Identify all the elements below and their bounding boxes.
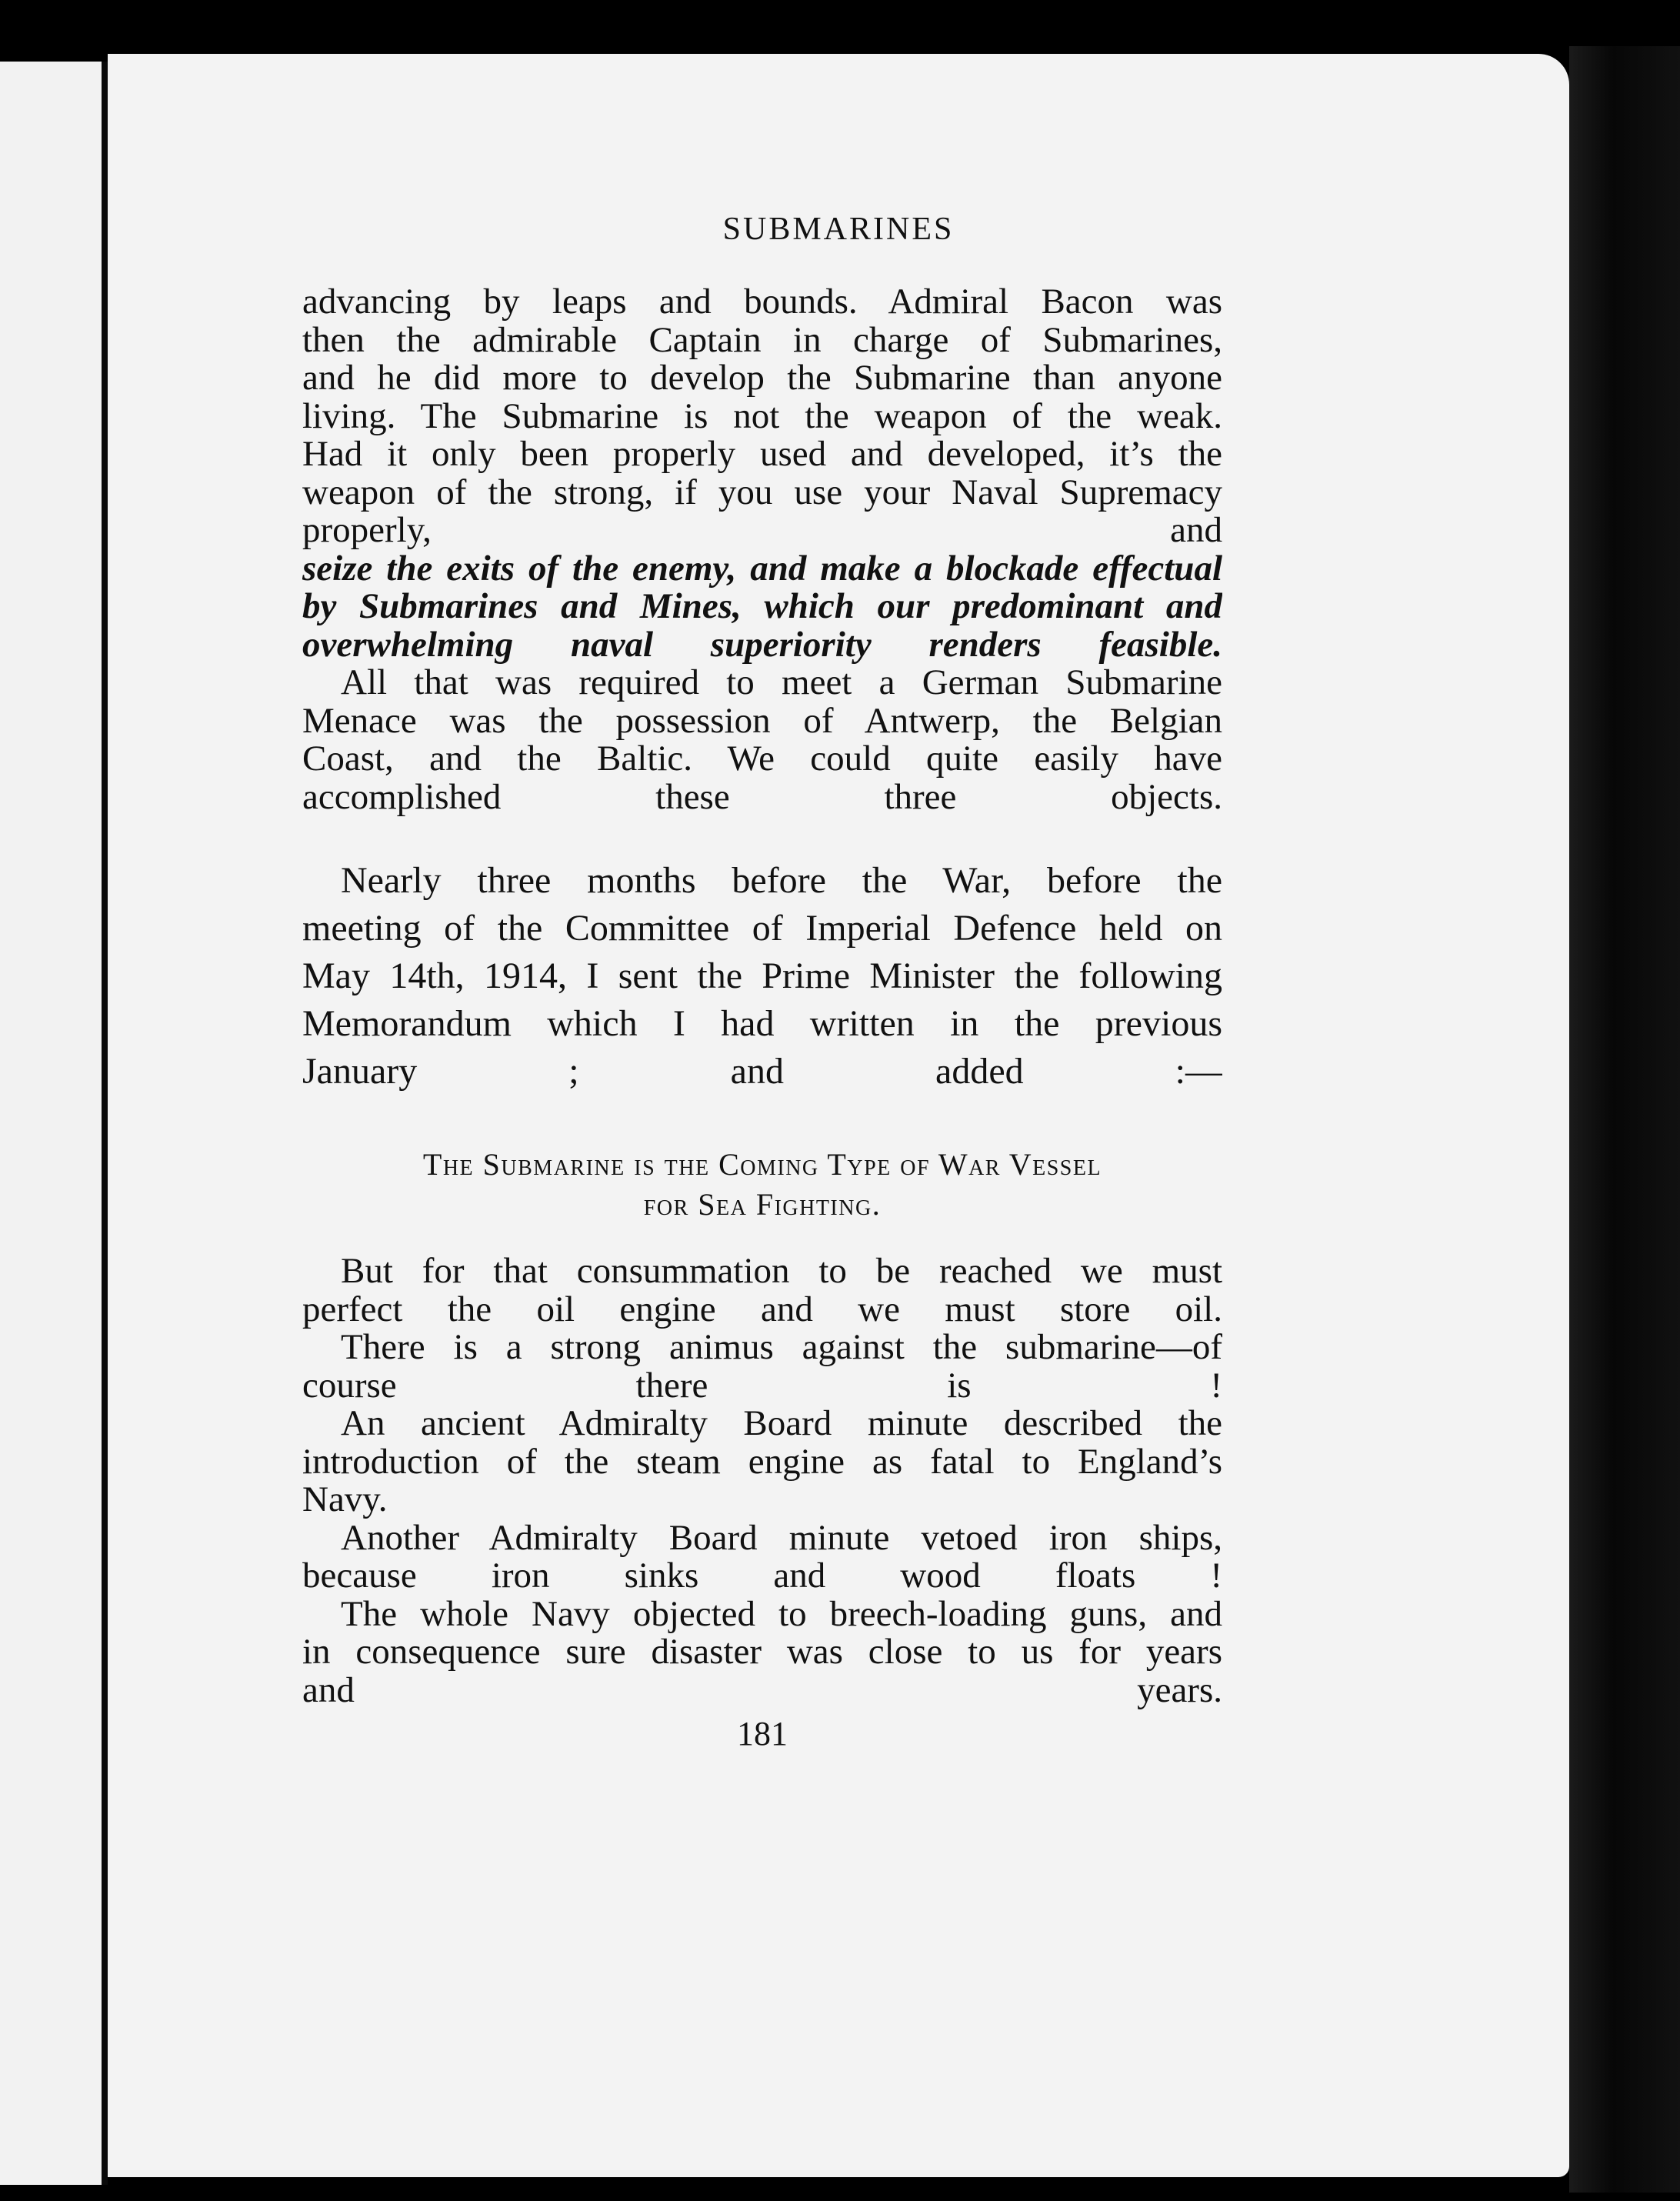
text-line: Had it only been properly used and developed, it’s the <box>302 435 1222 474</box>
text-line: The whole Navy objected to breech-loading guns, and <box>341 1595 1222 1633</box>
text-line: then the admirable Captain in charge of Submarines, <box>302 321 1222 359</box>
text-line: Menace was the possession of Antwerp, the Belgian <box>302 702 1222 740</box>
section-heading <box>302 1145 1222 1225</box>
text-line: and he did more to develop the Submarine than anyone <box>302 359 1222 398</box>
text-line: Coast, and the Baltic. We could quite easily have <box>302 740 1222 779</box>
book-edge-shadow <box>1569 46 1680 2193</box>
text-line: There is a strong animus against the submarine—of <box>341 1329 1222 1367</box>
text-line: January ; and added :— <box>302 1051 1222 1092</box>
text-line: in consequence sure disaster was close to us for years <box>302 1633 1222 1672</box>
text-line: because iron sinks and wood floats ! <box>302 1557 1222 1596</box>
text-line: living. The Submarine is not the weapon of the weak. <box>302 397 1222 435</box>
text-block-3 <box>302 1252 1222 1709</box>
text-block-2 <box>302 857 1222 1095</box>
page-number: 181 <box>737 1715 788 1752</box>
italic-quote-line: overwhelming naval superiority renders feasible. <box>302 625 1222 664</box>
text-line: An ancient Admiralty Board minute described the <box>341 1405 1222 1443</box>
italic-quote-line: by Submarines and Mines, which our predominant and <box>302 588 1222 626</box>
text-line: course there is ! <box>302 1366 1222 1405</box>
text-line: perfect the oil engine and we must store oil. <box>302 1290 1222 1329</box>
text-line: Another Admiralty Board minute vetoed iron ships, <box>341 1519 1222 1557</box>
text-line: Nearly three months before the War, before the <box>341 860 1222 901</box>
text-line: properly, and <box>302 512 1222 550</box>
text-line: meeting of the Committee of Imperial Defence held on <box>302 908 1222 949</box>
text-block-1 <box>302 283 1222 816</box>
italic-quote-line: seize the exits of the enemy, and make a blockade effectual <box>302 549 1222 588</box>
text-line: But for that consummation to be reached we must <box>341 1252 1222 1291</box>
page-gutter-shadow <box>102 62 108 2185</box>
text-line: Navy. <box>302 1481 388 1519</box>
text-line: May 14th, 1914, I sent the Prime Minister the following <box>302 955 1222 996</box>
section-heading-line: The Submarine is the Coming Type of War Vessel <box>422 1147 1102 1182</box>
text-line: accomplished these three objects. <box>302 778 1222 816</box>
section-heading-line: for Sea Fighting. <box>643 1187 882 1222</box>
running-head: SUBMARINES <box>722 212 955 247</box>
text-line: Memorandum which I had written in the previous <box>302 1003 1222 1044</box>
text-line: advancing by leaps and bounds. Admiral Bacon was <box>302 283 1222 322</box>
facing-page-edge <box>0 62 102 2185</box>
text-line: All that was required to meet a German Submarine <box>341 664 1222 702</box>
text-line: and years. <box>302 1671 1222 1709</box>
text-line: introduction of the steam engine as fatal to England’s <box>302 1442 1222 1481</box>
text-line: weapon of the strong, if you use your Naval Supremacy <box>302 473 1222 512</box>
